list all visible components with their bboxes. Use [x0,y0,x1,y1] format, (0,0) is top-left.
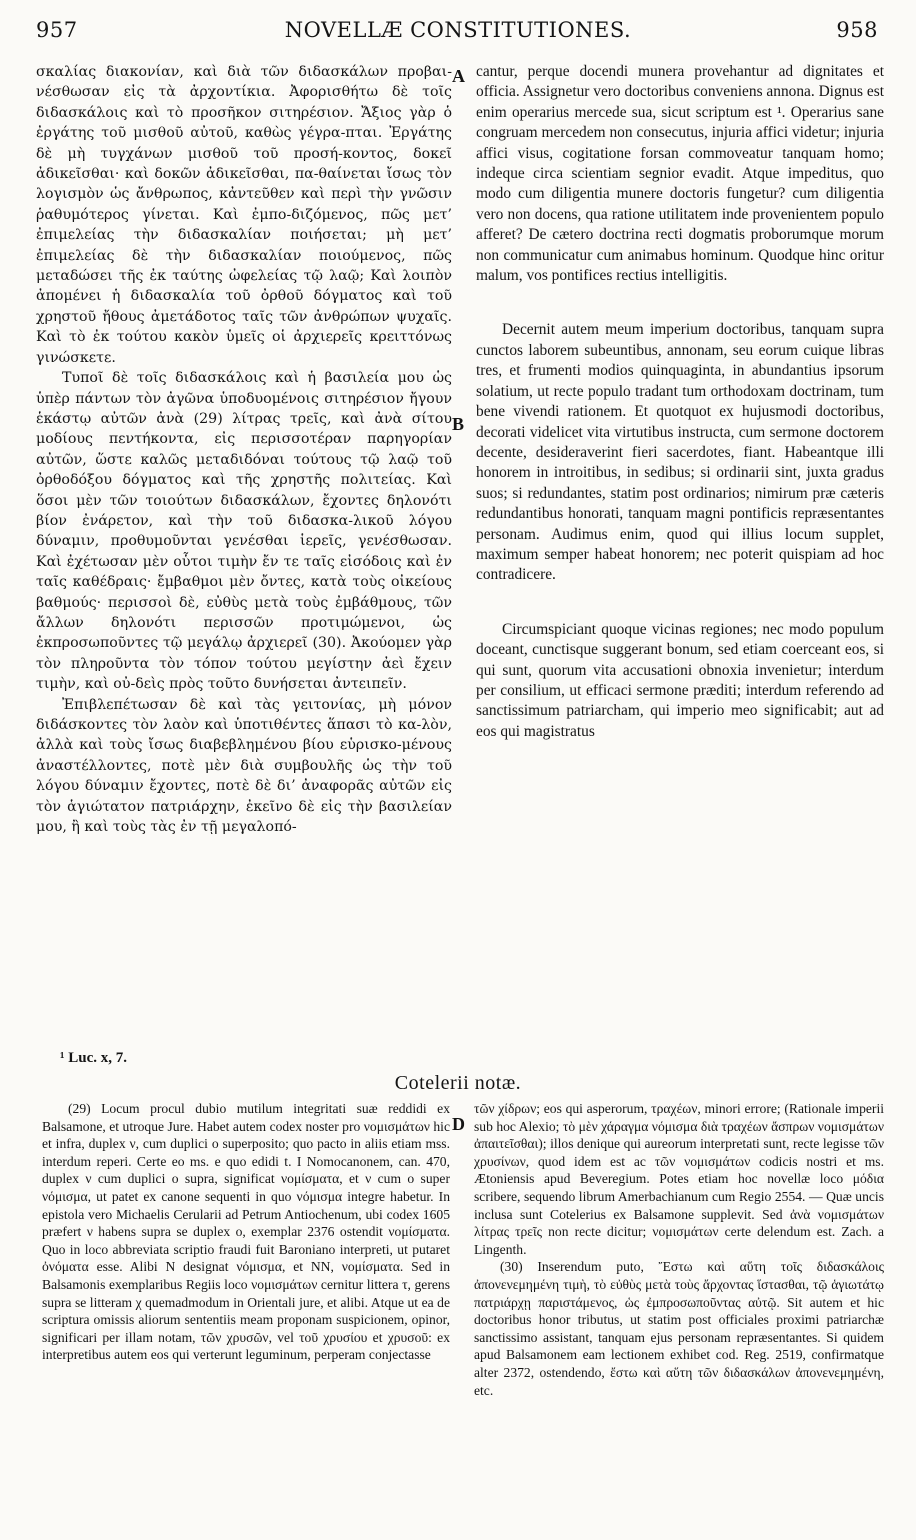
page-number-right: 958 [836,18,878,42]
greek-column [36,62,452,837]
running-head [28,18,888,48]
greek-paragraph-3: Ἐπιβλεπέτωσαν δὲ καὶ τὰς γειτονίας, μὴ μόνον διδάσκοντες τὸν λαὸν καὶ ὑποτιθέντες ἅπασι τὸ κα-λὸν, ἀλλὰ καὶ τοὺς ἴσως διαβεβλημένου βίου εὑρισκο-μένους ἀναστέλλοντες, ποτὲ μὲν διὰ συμβουλῆς ὡς τὴν τοῦ λόγου δύναμιν ἔχοντες, ποτὲ δὲ δι’ ἀναφορᾶς αὐτῶν εἰς τὸν ἁγιώτατον πατριάρχην, ἐκεῖνο δὲ εἰς τὴν βασιλείαν μου, ἢ καὶ τοὺς τὰς ἐν τῇ μεγαλοπό- [36,696,452,836]
note-30: (30) Inserendum puto, Ἔστω καὶ αὕτη τοῖς διδασκάλοις ἀπονενεμημένη τιμὴ, τὸ εὐθὺς μετὰ τοὺς ἄρχοντας ἵστασθαι, τῷ ἁγιωτάτῳ πατριάρχῃ παριστάμενος, ὡς ἐμπροσωποῦντας αὐτῷ. Sit autem et hic doctoribus honor tributus, ut statim post officiales proximi patriarchæ sanctissimo assistant, tanquam ejus personam repræsentantes. Si quidem apud Balsamonem eam lectionem exhibet cod. Reg. 2519, confirmatque alter 2372, ostendendo, ἔστω καὶ αὕτη τῶν διδασκάλων ἀπονενεμημένη, etc. [474,1259,884,1398]
page-number-left: 957 [36,18,78,42]
note-column-left [42,1100,450,1364]
note-29-continued: τῶν χίδρων; eos qui asperorum, τραχέων, minori errore; (Rationale imperii sub hoc Alexio; τὸ μὲν χάραγμα νόμισμα διὰ τραχέων ἄσπρων νομισμάτων ἀπαιτεῖσθαι); illos denique qui aureorum interpretati sunt, recte legisse τῶν χρυσίνων, quod idem est ac τῶν νομισμάτων codicis nostri et ms. Ætoniensis apud Beveregium. Potes etiam hoc novellæ loco μόδια scribere, sequendo librum Amerbachianum cum Regio 2554. — Quæ uncis inclusa sunt Cotelerius ex Balsamone supplevit. Sed ἀνὰ νομισμάτων λίτρας τρεῖς non recte dicitur; νομισμάτων certe delendum est. Zach. a Lingenth. [474,1101,884,1257]
footnote: ¹ Luc. x, 7. [60,1050,128,1066]
running-title: NOVELLÆ CONSTITUTIONES. [284,18,632,42]
latin-paragraph-1: cantur, perque docendi munera provehantur ad dignitates et officia. Assignetur vero doctoribus conveniens annona. Dignus est enim operarius mercede sua, sicut scriptum est ¹. Operarius sane congruam mercedem non consecutus, injuria affici videtur; injuria affici visus, cogitatione forsan commoveatur tanquam homo; indeque circa scientiam segnior evadit. Atque impeditus, quo modo cum diligentia munere doctoris fungetur? cum diligentia vero non docens, qua ratione utilitatem inde provenientem populo afferet? De cætero doctrina recti dogmatis proborumque morum non communicatur cum animabus hominum. Quodque hinc oritur malum, vos pontifices rectius intelligitis. [476,63,884,285]
margin-letter-d: D [452,1114,465,1134]
greek-paragraph-1: σκαλίας διακονίαν, καὶ διὰ τῶν διδασκάλων προβαι-νέσθωσαν εἰς τὰ ἀρχοντίκια. Ἀφορισθήτω δὲ τοῖς διδασκάλοις καὶ τὸ προσῆκον σιτηρέσιον. Ἄξιος γὰρ ὁ ἐργάτης τοῦ μισθοῦ αὐτοῦ, καθὼς γέγρα-πται. Ἐργάτης δὲ μὴ τυγχάνων μισθοῦ τοῦ προσή-κοντος, δοκεῖ ἀδικεῖσθαι· καὶ δοκῶν ἀδικεῖσθαι, πα-θαίνεται ἴσως τὸν λογισμὸν ὡς ἄνθρωπος, κἀντεῦθεν καὶ περὶ τὴν γνῶσιν ῥαθυμότερος γίνεται. Καὶ ἐμπο-διζόμενος, πῶς μετ’ ἐπιμελείας τὴν διδασκαλίαν ποιήσεται; μὴ μετ’ ἐπιμελείας δὲ τὴν διδασκαλίαν ποιούμενος, πῶς μεταδώσει τῆς ἐκ ταύτης ὠφελείας τῷ λαῷ; Καὶ λοιπὸν ἀπομένει ἡ διδασκαλία τοῦ ὀρθοῦ δόγματος καὶ τοῦ χρηστοῦ ἤθους ἀμετάδοτος ταῖς τῶν ἀνθρώπων ψυχαῖς. Καὶ τὸ ἐκ τούτου κακὸν ὑμεῖς οἱ ἀρχιερεῖς κρειττόνως γινώσκετε. [36,64,452,366]
note-29: (29) Locum procul dubio mutilum integritati suæ reddidi ex Balsamone, et utroque Jure. Habet autem codex noster pro νομισμάτων hic et infra, duplex ν, cum duplici ο superposito; quo pacto in aliis etiam mss. interdum reperi. Certe eo ms. e quo edidi t. I Nomocanonem, can. 470, duplex ν cum duplici ο supra, significat νομίσματα, et ν cum ο super νόμισμα, ut patet ex canone sequenti in quo νόμισμα integre habetur. In epistola vero Michaelis Cerularii ad Petrum Antiochenum, ubi codex 1605 præfert ν habens supra se duplex ο, exemplar 2376 ostendit νομίσματα. Quo in loco abbreviata scriptio fraudi fuit Baroniano interpreti, ut putaret ὀνόματα esse. Alibi N designat νόμισμα, et NN, νομίσματα. Sed in Balsamonis exemplaribus Regiis loco νομισμάτων cernitur littera τ, gerens supra se litteram χ quemadmodum in Orientali jure, et alibi. Atque ut ea de scriptura omissis aliorum sententiis meam proponam suspicionem, opinor, significari per illam notam, τῶν χρυσῶν, vel τοῦ χρυσίου et χρυσοῦ: ex interpretibus autem eos qui verterunt leguminum, perperam conjectasse [42,1101,450,1363]
latin-paragraph-2: Decernit autem meum imperium doctoribus, tanquam supra cunctos laborem subeuntibus, annonam, seu eorum cuique libras tres, et frumenti modios quinquaginta, in abundantius ipsorum solatium, ut recte populo tradant tum orthodoxam doctrinam, tum bene vivendi rationem. Et quotquot ex hujusmodi doctoribus, decorati videlicet vita virtutibus instructa, cum sermone doctorem decente, desideraverint fieri sacerdotes, fiant. Habeantque illi honorem in introitibus, in sedibus; si ordinarii sint, juxta gradus suos; si redundantes, statim post ordinarios; nimirum præ cæteris redundantibus honorati, tanquam magni pontificis repræsentantes personam. Audimus enim, quod qui illius locum supplet, maximum semper habeat honorem; nec poterit quispiam ad hoc contradicere. [476,321,884,584]
latin-paragraph-3: Circumspiciant quoque vicinas regiones; nec modo populum doceant, cunctisque suggerant bonum, sed etiam coerceant eos, si qui sunt, quorum vita accusationi obnoxia invenietur; interdum per consilium, ut efficaci sermone præditi; interdum referendo ad sanctissimum patriarcham, qui imperio meo significabit; aut ad eos qui magistratus [476,620,884,740]
notes-title: Cotelerii notæ. [394,1072,522,1094]
margin-letter-b: B [452,414,465,434]
margin-letter-a: A [452,66,465,86]
greek-paragraph-2: Τυποῖ δὲ τοῖς διδασκάλοις καὶ ἡ βασιλεία μου ὡς ὑπὲρ πάντων τὸν ἀγῶνα ὑποδυομένοις σιτηρέσιον ἤγουν ἑκάστῳ αὐτῶν ἀνὰ (29) λίτρας τρεῖς, καὶ ἀνὰ σίτου μοδίους πεντήκοντα, εἰς περισσοτέραν παρηγορίαν αὐτῶν, ὥστε καλῶς μεταδιδόναι τούτους τῷ λαῷ τοῦ ὀρθοδόξου δόγματος καὶ τῆς χρηστῆς πολιτείας. Καὶ ὅσοι μὲν τῶν τοιούτων διδασκάλων, ἔχοντες δηλονότι βίον ἐνάρετον, καὶ τὴν τοῦ διδασκα-λικοῦ λόγου δύναμιν, προθυμοῦνται γενέσθαι ἱερεῖς, γενέσθωσαν. Καὶ ἐχέτωσαν μὲν οὗτοι τιμὴν ἔν τε ταῖς εἰσόδοις καὶ ἐν ταῖς καθέδραις· ἔμβαθμοι μὲν ὄντες, κατὰ τοὺς οἰκείους βαθμούς· περισσοὶ δὲ, εὐθὺς μετὰ τοὺς ἐμβάθμους, τῶν ἄλλων δηλονότι περισσῶν προτιμώμενοι, ὡς ἐκπροσωποῦντες τῷ μεγάλῳ ἀρχιερεῖ (30). Ἀκούομεν γὰρ τὸν πληροῦντα τὸν τόπον τούτου μεγίστην ἀεὶ ἔχειν τιμὴν, καὶ οὐ-δεὶς πρὸς τοῦτο δυνήσεται ἀντειπεῖν. [36,370,452,693]
note-column-right [474,1100,884,1399]
latin-column [476,62,884,742]
